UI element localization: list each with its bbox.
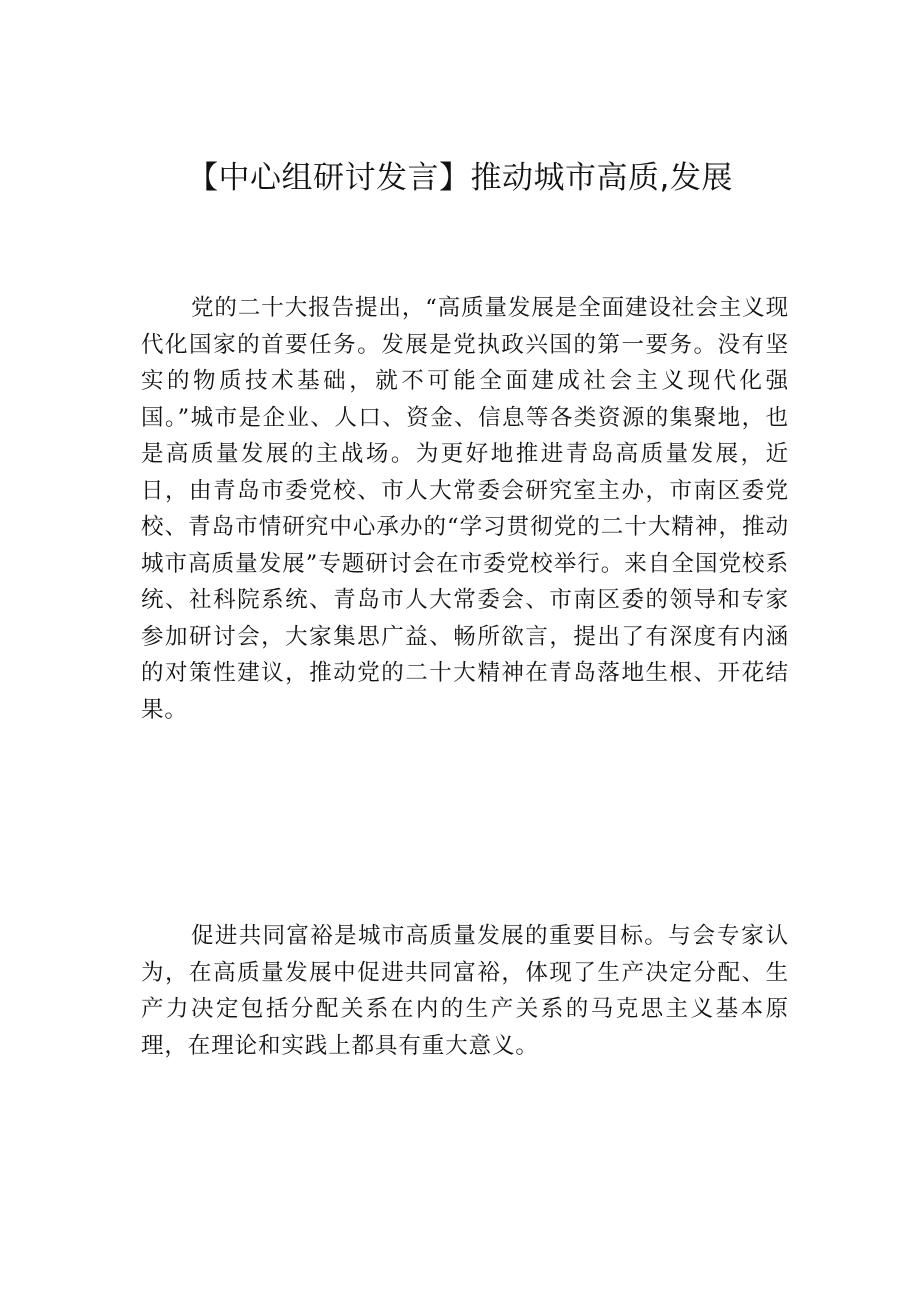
paragraph-common-prosperity	[141, 918, 789, 1064]
document-title: 【中心组研讨发言】推动城市高质,发展	[187, 160, 733, 196]
paragraph-intro	[141, 290, 789, 728]
paragraph-body: 党的二十大报告提出，“高质量发展是全面建设社会主义现代化国家的首要任务。发展是党执政兴国的第一要务。没有坚实的物质技术基础，就不可能全面建成社会主义现代化强国。”城市是企业、人口、资金、信息等各类资源的集聚地，也是高质量发展的主战场。为更好地推进青岛高质量发展，近日，由青岛市委党校、市人大常委会研究室主办，市南区委党校、青岛市情研究中心承办的“学习贯彻党的二十大精神，推动城市高质量发展”专题研讨会在市委党校举行。来自全国党校系统、社科院系统、青岛市人大常委会、市南区委的领导和专家参加研讨会，大家集思广益、畅所欲言，提出了有深度有内涵的对策性建议，推动党的二十大精神在青岛落地生根、开花结果。	[141, 295, 789, 723]
paragraph-body: 与会专家认为，在高质量发展中促进共同富裕，体现了生产决定分配、生产力决定包括分配关系在内的生产关系的马克思主义基本原理，在理论和实践上都具有重大意义。	[141, 923, 789, 1059]
paragraph-lead-heading: 促进共同富裕是城市高质量发展的重要目标。	[191, 923, 669, 949]
